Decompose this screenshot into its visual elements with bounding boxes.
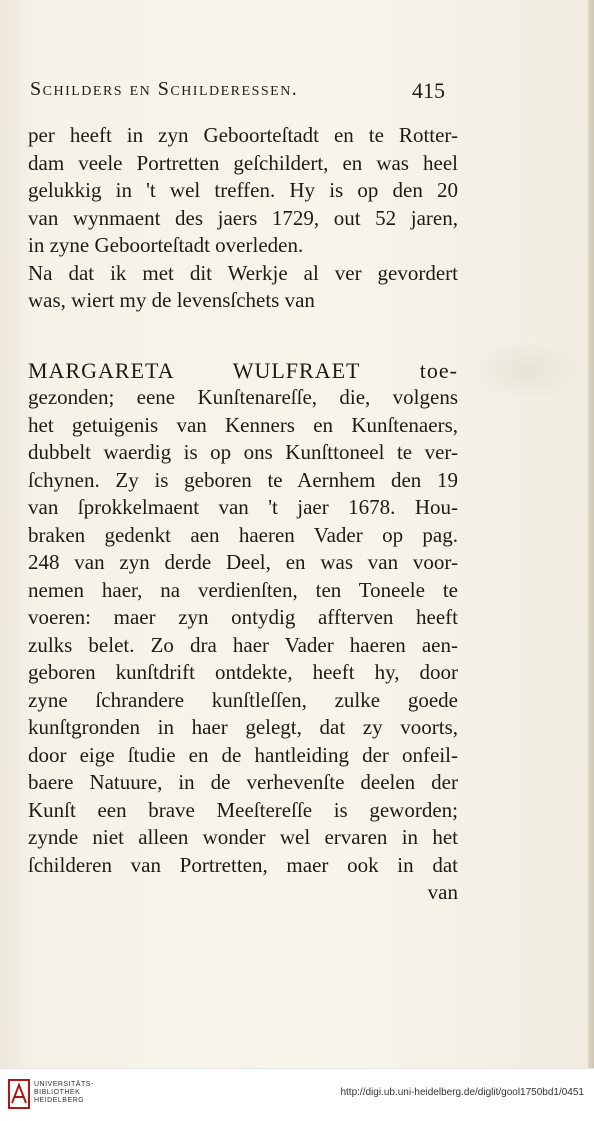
page-number: 415 (412, 78, 445, 103)
catchword: van (427, 880, 458, 904)
text-line: 248 van zyn derde Deel, en was van voor- (28, 550, 458, 574)
text-line: zynde niet alleen wonder wel ervaren in het (28, 825, 458, 849)
text-line: per heeft in zyn Geboorteſtadt en te Rotter- (28, 123, 458, 147)
text-line: MARGARETA WULFRAET toe- (28, 357, 458, 383)
permalink-url[interactable]: http://digi.ub.uni-heidelberg.de/diglit/gool1750bd1/0451 (340, 1087, 584, 1098)
text-line: in zyne Geboorteſtadt overleden. (28, 233, 304, 257)
text-line: van wynmaent des jaers 1729, out 52 jaren, (28, 205, 458, 230)
text-line: kunſtgronden in haer gelegt, dat zy voorts, (28, 715, 458, 739)
text-line: gelukkig in 't wel treffen. Hy is op den 20 (28, 178, 458, 202)
text-line: zulks belet. Zo dra haer Vader haeren aen- (28, 632, 458, 657)
text-line: ſchilderen van Portretten, maer ook in dat (28, 852, 458, 877)
text-line: geboren kunſtdrift ontdekte, heeft hy, door (28, 660, 458, 684)
library-name-line: UNIVERSITÄTS- (34, 1081, 94, 1088)
text-line: door eige ſtudie en de hantleiding der onfeil- (28, 742, 458, 767)
library-logo-icon (8, 1079, 30, 1109)
page-edge (588, 0, 594, 1068)
footer-bar (0, 1068, 594, 1121)
text-line: gezonden; eene Kunſtenareſſe, die, volgens (28, 385, 458, 409)
text-line: dubbelt waerdig is op ons Kunſttoneel te ver- (28, 440, 458, 464)
text-line: het getuigenis van Kenners en Kunſtenaers, (28, 412, 458, 437)
text-line: zyne ſchrandere kunſtleſſen, zulke goede (28, 687, 458, 712)
text-line: ſchynen. Zy is geboren te Aernhem den 19 (28, 467, 458, 492)
text-line: van ſprokkelmaent van 't jaer 1678. Hou- (28, 495, 458, 519)
text-line: voeren: maer zyn ontydig affterven heeft (28, 605, 458, 629)
body-text (28, 122, 458, 907)
running-head: Schilders en Schilderessen. (30, 78, 299, 100)
ink-bleed (470, 340, 580, 400)
text-line: was, wiert my de levensſchets van (28, 288, 315, 312)
library-name-line: HEIDELBERG (34, 1097, 85, 1104)
text-line: baere Natuure, in de verhevenſte deelen der (28, 770, 458, 794)
text-line: Na dat ik met dit Werkje al ver gevordert (28, 260, 458, 285)
text-line: dam veele Portretten geſchildert, en was heel (28, 150, 458, 175)
library-name-line: BIBLIOTHEK (34, 1089, 81, 1096)
text-line: nemen haer, na verdienſten, ten Toneele te (28, 577, 458, 602)
paragraph-gap (28, 315, 458, 357)
text-line: Kunſt een brave Meeſtereſſe is geworden; (28, 797, 458, 822)
library-name (34, 1081, 94, 1105)
text-line: braken gedenkt aen haeren Vader op pag. (28, 522, 458, 547)
